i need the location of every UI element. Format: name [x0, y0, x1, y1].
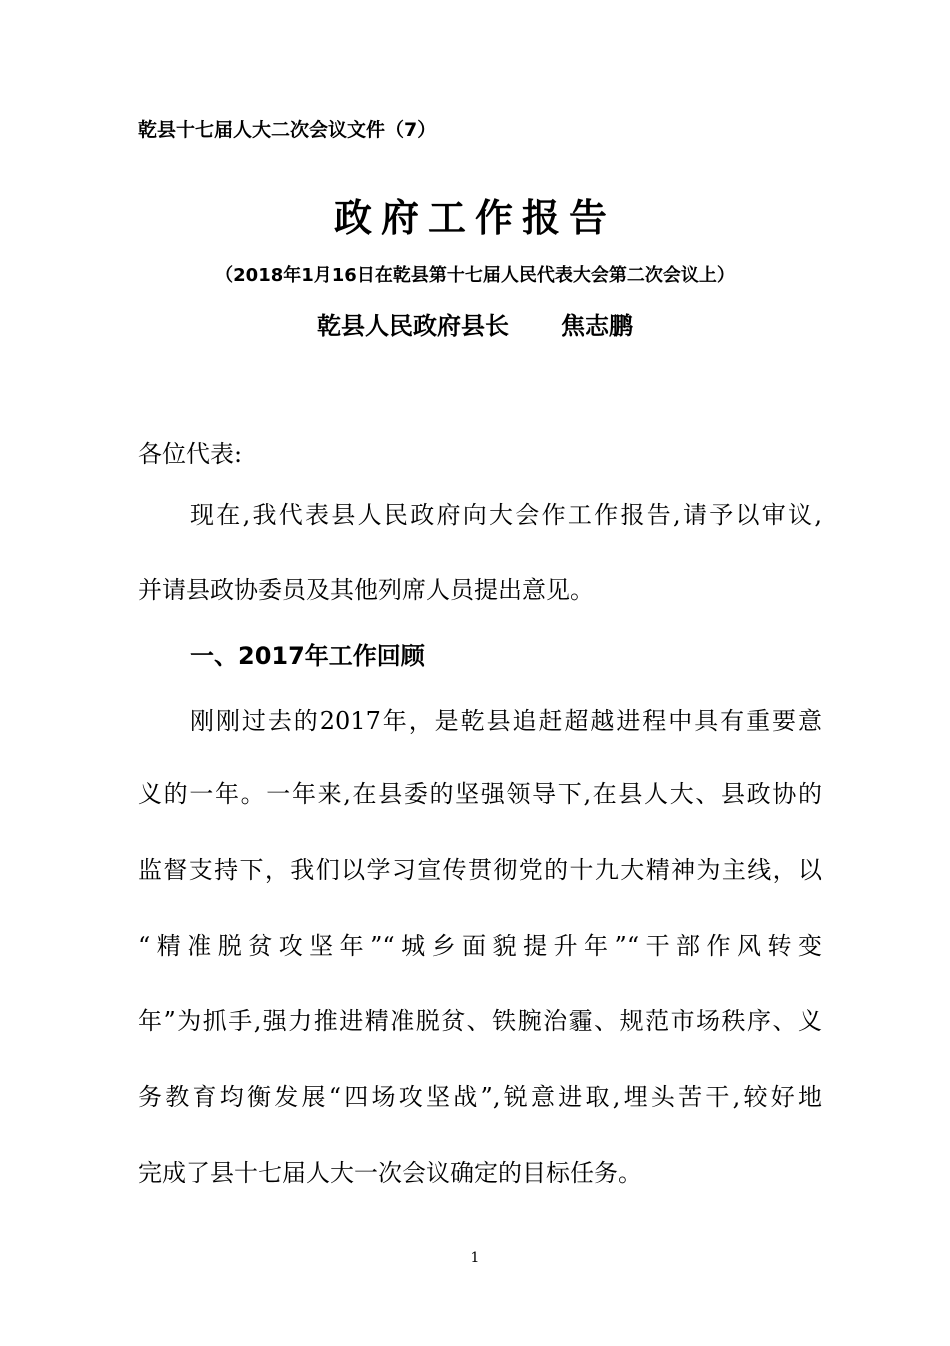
paragraph-line: “精准脱贫攻坚年”“城乡面貌提升年”“干部作风转变 [138, 932, 822, 960]
paragraph-line: 务教育均衡发展“四场攻坚战”,锐意进取,埋头苦干,较好地 [138, 1083, 822, 1111]
paragraph-line: 刚刚过去的2017年，是乾县追赶超越进程中具有重要意 [190, 707, 822, 735]
section-heading: 一、2017年工作回顾 [190, 642, 425, 670]
report-subtitle: （2018年1月16日在乾县第十七届人民代表大会第二次会议上） [215, 265, 735, 286]
paragraph-line: 年”为抓手,强力推进精准脱贫、铁腕治霾、规范市场秩序、义 [138, 1007, 822, 1035]
intro-line: 并请县政协委员及其他列席人员提出意见。 [138, 576, 594, 604]
paragraph-line: 完成了县十七届人大一次会议确定的目标任务。 [138, 1159, 642, 1187]
author-name: 焦志鹏 [561, 312, 633, 340]
salutation: 各位代表: [138, 440, 243, 468]
author-title: 乾县人民政府县长 [317, 312, 509, 340]
intro-line: 现在,我代表县人民政府向大会作工作报告,请予以审议, [190, 501, 822, 529]
author-line [0, 308, 950, 344]
page-number: 1 [470, 1250, 480, 1266]
paragraph-line: 监督支持下，我们以学习宣传贯彻党的十九大精神为主线，以 [138, 856, 822, 884]
document-label: 乾县十七届人大二次会议文件（7） [138, 119, 437, 141]
report-title: 政府工作报告 [333, 195, 616, 240]
paragraph-line: 义的一年。一年来,在县委的坚强领导下,在县人大、县政协的 [138, 780, 822, 808]
